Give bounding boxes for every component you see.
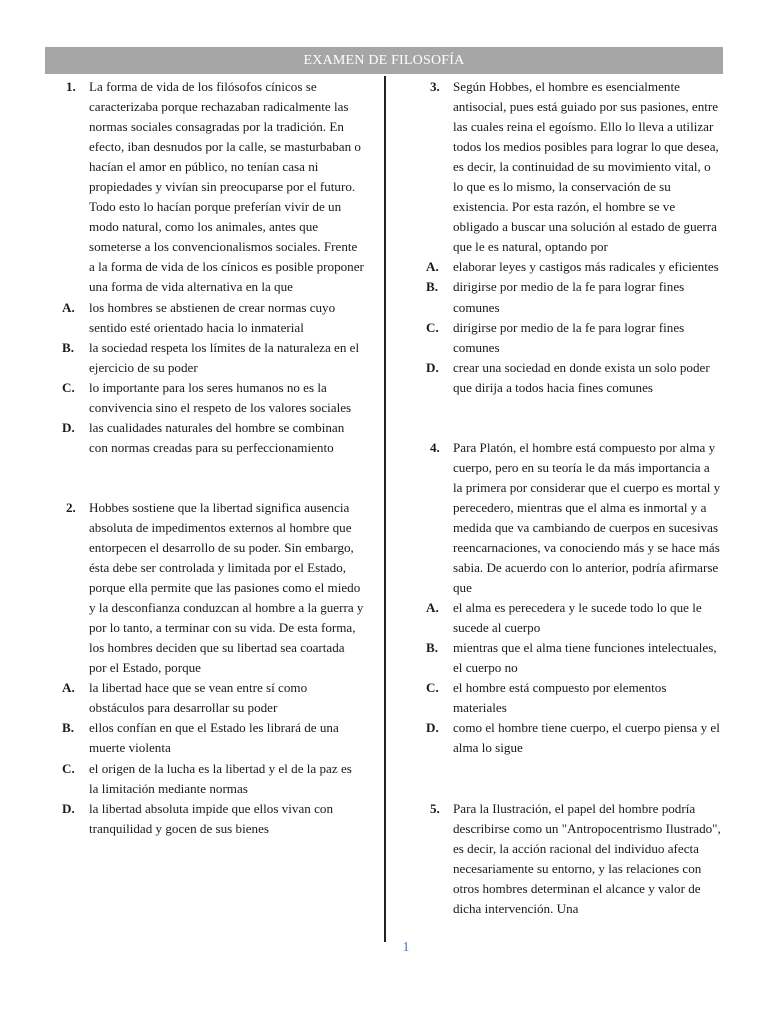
option-text: dirigirse por medio de la fe para lograr fines comunes: [453, 319, 685, 355]
page-number: 1: [402, 940, 410, 955]
option-letter: B.: [426, 279, 439, 295]
option-a[interactable]: [62, 298, 364, 338]
option-letter: C.: [426, 319, 439, 335]
option-text: el hombre está compuesto por elementos materiales: [453, 680, 667, 716]
option-letter: C.: [426, 680, 439, 696]
option-text: los hombres se abstienen de crear normas cuyo sentido esté orientado hacia lo inmaterial: [89, 299, 336, 335]
option-letter: A.: [62, 299, 75, 315]
option-text: el alma es perecedera y le sucede todo lo que le sucede al cuerpo: [453, 600, 702, 636]
question-number: 5.: [430, 800, 440, 816]
question-2: [62, 498, 364, 678]
question-text: Hobbes sostiene que la libertad significa ausencia absoluta de impedimentos externos al hombre que entorpecen el desarrollo de su poder. Sin embargo, ésta debe ser controlada y limitada por el Estado, porque ella permite que las pasiones como el miedo y la desconfianza conduzcan al hombre a la guerra y por lo tanto, a terminar con su vida. De esta forma, los hombres deciden que su libertad sea coartada por el Estado, porque: [89, 499, 364, 676]
question-number: 3.: [430, 79, 440, 94]
question-3: [426, 77, 722, 257]
option-text: como el hombre tiene cuerpo, el cuerpo piensa y el alma lo sigue: [453, 720, 720, 756]
spacer: [426, 759, 722, 799]
option-letter: A.: [426, 259, 439, 275]
option-c[interactable]: [62, 378, 364, 418]
spacer: [426, 398, 722, 438]
option-letter: B.: [426, 640, 439, 656]
option-text: elaborar leyes y castigos más radicales y eficientes: [453, 259, 719, 275]
option-letter: B.: [62, 339, 75, 355]
option-b[interactable]: [426, 277, 722, 317]
option-d[interactable]: [62, 799, 364, 839]
option-d[interactable]: [426, 718, 722, 758]
option-text: crear una sociedad en donde exista un solo poder que dirija a todos hacia fines comunes: [453, 359, 710, 395]
option-b[interactable]: [426, 638, 722, 678]
spacer: [62, 458, 364, 498]
column-divider: [384, 76, 386, 942]
option-d[interactable]: [62, 418, 364, 458]
option-letter: C.: [62, 760, 75, 776]
option-a[interactable]: [62, 678, 364, 718]
option-d[interactable]: [426, 358, 722, 398]
question-5: [426, 799, 722, 919]
option-c[interactable]: [426, 318, 722, 358]
option-c[interactable]: [62, 759, 364, 799]
question-number: 2.: [66, 499, 76, 515]
option-letter: D.: [62, 419, 75, 435]
option-letter: D.: [62, 800, 75, 816]
option-letter: A.: [426, 600, 439, 616]
option-text: lo importante para los seres humanos no es la convivencia sino el respeto de los valores sociales: [89, 379, 352, 415]
question-number: 4.: [430, 439, 440, 455]
option-text: la libertad absoluta impide que ellos vivan con tranquilidad y gocen de sus bienes: [89, 800, 333, 836]
question-1: [62, 77, 364, 298]
question-4: [426, 438, 722, 598]
option-text: dirigirse por medio de la fe para lograr fines comunes: [453, 279, 685, 315]
option-b[interactable]: [62, 718, 364, 758]
question-text: Para Platón, el hombre está compuesto por alma y cuerpo, pero en su teoría le da más importancia a la primera por considerar que el cuerpo es mortal y perecedero, mientras que el alma es inmortal y a medida que va cambiando de cuerpos en sucesivas reencarnaciones, va conociendo más y se hace más sabia. De acuerdo con lo anterior, podría afirmarse que: [453, 439, 721, 596]
option-text: la sociedad respeta los límites de la naturaleza en el ejercicio de su poder: [89, 339, 360, 375]
option-letter: D.: [426, 720, 439, 736]
question-text: Según Hobbes, el hombre es esencialmente antisocial, pues está guiado por sus pasiones, entre las cuales reina el egoísmo. Ello lo lleva a utilizar todos los medios posibles para lograr lo que desea, es decir, la continuidad de su movimiento vital, o lo que es lo mismo, la conservación de su existencia. Por esta razón, el hombre se ve obligado a buscar una solución al estado de guerra que le es natural, optando por: [453, 79, 719, 255]
option-text: el origen de la lucha es la libertad y el de la paz es la limitación mediante normas: [89, 760, 352, 796]
option-text: la libertad hace que se vean entre sí como obstáculos para desarrollar su poder: [89, 680, 308, 716]
option-text: mientras que el alma tiene funciones intelectuales, el cuerpo no: [453, 640, 717, 676]
option-letter: C.: [62, 379, 75, 395]
option-b[interactable]: [62, 338, 364, 378]
option-text: ellos confían en que el Estado les librará de una muerte violenta: [89, 720, 339, 756]
question-number: 1.: [66, 79, 76, 94]
option-text: las cualidades naturales del hombre se combinan con normas creadas para su perfeccionamiento: [89, 419, 345, 455]
question-text: Para la Ilustración, el papel del hombre podría describirse como un "Antropocentrismo Ilustrado", es decir, la acción racional del individuo afecta necesariamente su entorno, y las relaciones con otros hombres determinan el alcance y valor de dicha intervención. Una: [453, 800, 721, 916]
option-letter: B.: [62, 720, 75, 736]
option-c[interactable]: [426, 678, 722, 718]
exam-title-bar: [45, 47, 723, 74]
option-a[interactable]: [426, 257, 722, 277]
question-text: La forma de vida de los filósofos cínicos se caracterizaba porque rechazaban radicalmente las normas sociales consagradas por la tradición. En efecto, iban desnudos por la calle, se masturbaban o hacían el amor en público, no tenían casa ni propiedades y vivían sin preocuparse por el futuro. Todo esto lo hacían porque preferían vivir de un modo natural, como los animales, antes que someterse a los convencionalismos sociales. Frente a la forma de vida de los cínicos es posible proponer una forma de vida alternativa en la que: [89, 79, 364, 295]
option-a[interactable]: [426, 598, 722, 638]
right-column: [426, 77, 722, 919]
option-letter: A.: [62, 680, 75, 696]
exam-title: EXAMEN DE FILOSOFÍA: [303, 53, 465, 68]
left-column: [62, 77, 364, 839]
option-letter: D.: [426, 359, 439, 375]
